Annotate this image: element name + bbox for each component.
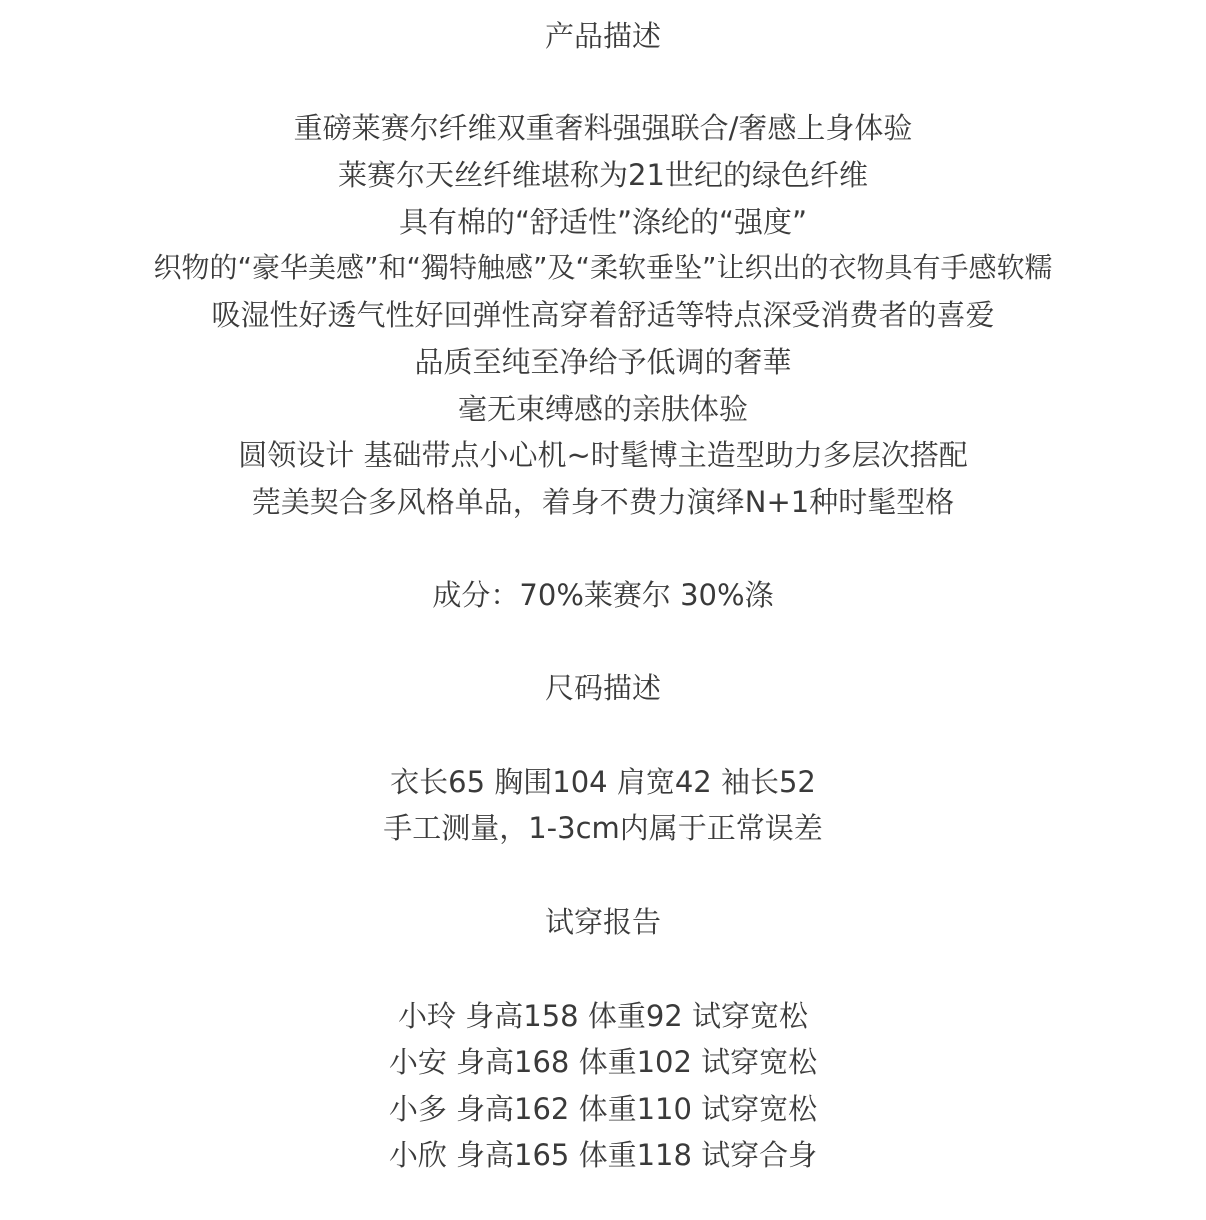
fitting-row: 小安 身高168 体重102 试穿宽松 — [388, 1045, 818, 1079]
composition-text: 成分：70%莱赛尔 30%涤 — [432, 578, 774, 612]
product-line-9: 莞美契合多风格单品，着身不费力演绎N+1种时髦型格 — [251, 485, 955, 519]
product-line-6: 品质至纯至净给予低调的奢華 — [414, 345, 792, 379]
product-line-5: 吸湿性好透气性好回弹性高穿着舒适等特点深受消费者的喜爱 — [211, 298, 995, 332]
product-line-8: 圆领设计 基础带点小心机~时髦博主造型助力多层次搭配 — [238, 438, 968, 472]
product-description-heading: 产品描述 — [544, 19, 661, 53]
product-line-3: 具有棉的“舒适性”涤纶的“强度” — [398, 205, 808, 239]
size-measurements: 衣长65 胸围104 肩宽42 袖长52 — [390, 765, 816, 799]
size-description-heading: 尺码描述 — [544, 671, 661, 705]
fitting-row: 小玲 身高158 体重92 试穿宽松 — [398, 999, 808, 1033]
fitting-report-heading: 试穿报告 — [544, 905, 661, 939]
product-line-7: 毫无束缚感的亲肤体验 — [457, 392, 748, 426]
size-note: 手工测量，1-3cm内属于正常误差 — [383, 811, 823, 845]
product-line-4: 织物的“豪华美感”和“獨特触感”及“柔软垂坠”让织出的衣物具有手感软糯 — [153, 251, 1053, 284]
product-line-2: 莱赛尔天丝纤维堪称为21世纪的绿色纤维 — [338, 158, 868, 192]
product-line-1: 重磅莱赛尔纤维双重奢料强强联合/奢感上身体验 — [293, 111, 913, 145]
fitting-row: 小欣 身高165 体重118 试穿合身 — [388, 1138, 818, 1172]
fitting-row: 小多 身高162 体重110 试穿宽松 — [388, 1092, 818, 1126]
